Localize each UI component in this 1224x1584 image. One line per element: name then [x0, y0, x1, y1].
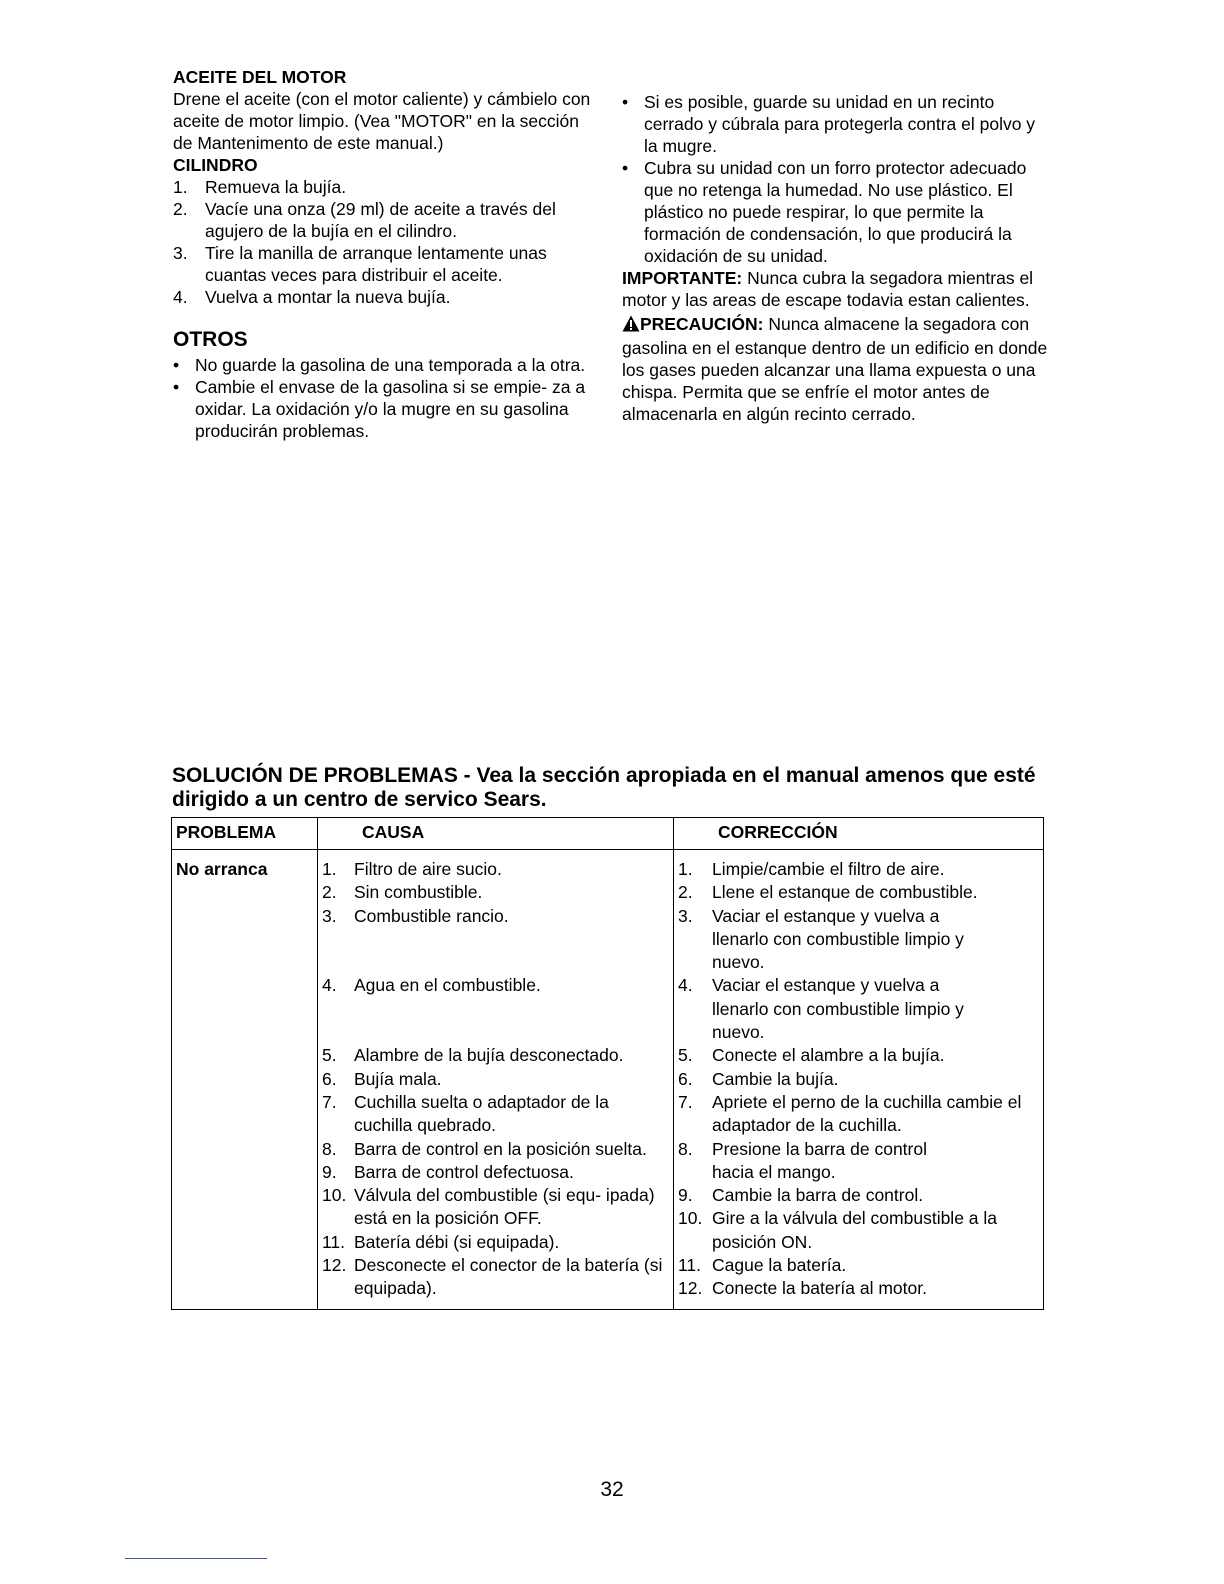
table-row — [172, 850, 1044, 1310]
problem-cell: No arranca — [172, 850, 318, 1310]
item-text: No guarde la gasolina de una temporada a la otra. — [195, 355, 586, 375]
item-number: 2. — [678, 882, 693, 903]
column-header-cause: CAUSA — [318, 818, 674, 850]
item-text: Apriete el perno de la cuchilla cambie el adaptador de la cuchilla. — [712, 1091, 1022, 1136]
item-number: 2. — [173, 199, 188, 219]
list-item — [678, 881, 1039, 904]
bullet-icon: • — [622, 158, 629, 178]
item-text: Alambre de la bujía desconectado. — [354, 1045, 624, 1066]
causes-cell — [318, 850, 674, 1310]
list-item — [322, 905, 669, 928]
list-item — [322, 1068, 669, 1091]
caution-text: Nunca almacene la segadora con gasolina en el estanque dentro de un edificio en donde los gases pueden alcanzar una llama expuesta o una chispa. Permita que se enfríe el motor antes de almacenarla en algún recinto cerrado. — [622, 314, 1048, 424]
item-number: 4. — [322, 975, 337, 996]
footer-divider — [125, 1558, 267, 1559]
item-number: 8. — [678, 1138, 693, 1159]
item-text: Vaciar el estanque y vuelva a llenarlo con combustible limpio y nuevo. — [712, 905, 964, 973]
item-text: Válvula del combustible (si equ- ipada) está en la posición OFF. — [354, 1185, 655, 1229]
corrections-list — [678, 858, 1039, 1301]
item-text: Si es posible, guarde su unidad en un recinto cerrado y cúbrala para protegerla contra el polvo y la mugre. — [644, 92, 1036, 156]
item-text: Llene el estanque de combustible. — [712, 882, 978, 903]
list-item — [173, 242, 603, 286]
item-text: Conecte la batería al motor. — [712, 1278, 927, 1299]
list-item — [322, 1184, 669, 1231]
caution-note — [622, 313, 1052, 425]
list-item — [173, 176, 603, 198]
item-number: 11. — [322, 1231, 346, 1252]
cylinder-title: CILINDRO — [173, 155, 258, 175]
item-text: Combustible rancio. — [354, 905, 509, 926]
item-text: Desconecte el conector de la batería (si equipada). — [354, 1255, 663, 1299]
item-text: Vacíe una onza (29 ml) de aceite a través del agujero de la bujía en el cilindro. — [205, 199, 556, 241]
list-item — [622, 157, 1052, 267]
list-item — [678, 974, 1039, 1044]
list-item — [322, 1254, 669, 1301]
list-item — [173, 198, 603, 242]
item-number: 1. — [173, 177, 188, 197]
caution-label: PRECAUCIÓN: — [640, 314, 764, 334]
item-number: 5. — [678, 1045, 693, 1066]
list-item — [322, 1044, 669, 1067]
causes-list — [322, 858, 669, 1301]
list-item — [678, 1207, 1039, 1254]
item-text: Conecte el alambre a la bujía. — [712, 1045, 945, 1066]
item-number: 6. — [678, 1068, 693, 1089]
left-column — [173, 66, 603, 442]
bullet-icon: • — [173, 377, 180, 397]
item-number: 12. — [678, 1278, 703, 1299]
list-item — [678, 1044, 1039, 1067]
list-item — [322, 1091, 669, 1138]
item-number: 5. — [322, 1045, 337, 1066]
item-text: Remueva la bujía. — [205, 177, 347, 197]
bullet-icon: • — [173, 355, 180, 375]
item-text: Filtro de aire sucio. — [354, 859, 502, 879]
list-item — [322, 858, 669, 881]
item-text: Vaciar el estanque y vuelva a llenarlo con combustible limpio y nuevo. — [712, 975, 964, 1043]
item-text: Cuchilla suelta o adaptador de la cuchilla quebrado. — [354, 1091, 609, 1136]
important-note — [622, 267, 1052, 311]
list-item — [173, 376, 603, 442]
item-number: 7. — [322, 1091, 337, 1112]
item-number: 4. — [173, 287, 188, 307]
item-number: 1. — [322, 859, 337, 879]
list-item — [678, 1068, 1039, 1091]
item-number: 4. — [678, 975, 693, 996]
list-item — [322, 881, 669, 904]
item-number: 10. — [322, 1185, 347, 1206]
troubleshooting-table — [171, 817, 1044, 1310]
item-number: 3. — [322, 905, 337, 926]
important-text: Nunca cubra la segadora mientras el motor y las areas de escape todavia estan calientes. — [622, 268, 1034, 310]
item-number: 6. — [322, 1068, 337, 1089]
warning-triangle-icon — [622, 315, 640, 337]
item-number: 1. — [678, 859, 693, 879]
column-header-correction: CORRECCIÓN — [674, 818, 1044, 850]
item-text: Bujía mala. — [354, 1068, 442, 1089]
item-text: Cubra su unidad con un forro protector adecuado que no retenga la humedad. No use plástico. El plástico no puede respirar, lo que permite la formación de condensación, lo que producirá la oxidación de su unidad. — [644, 158, 1027, 266]
item-number: 8. — [322, 1138, 337, 1159]
others-list — [173, 354, 603, 442]
list-item — [678, 1277, 1039, 1300]
table-header-row — [172, 818, 1044, 850]
storage-list — [622, 91, 1052, 267]
list-item — [678, 858, 1039, 881]
list-item — [322, 974, 669, 997]
page-number: 32 — [600, 1478, 624, 1501]
right-column — [622, 91, 1052, 425]
corrections-cell — [674, 850, 1044, 1310]
item-number: 9. — [678, 1185, 693, 1206]
item-number: 7. — [678, 1091, 693, 1112]
engine-oil-text: Drene el aceite (con el motor caliente) y cámbielo con aceite de motor limpio. (Vea "MOTOR" en la sección de Mantenimento de este manual.) — [173, 89, 591, 153]
item-number: 11. — [678, 1255, 702, 1276]
item-number: 12. — [322, 1255, 347, 1276]
item-text: Barra de control defectuosa. — [354, 1161, 574, 1182]
item-text: Cambie la bujía. — [712, 1068, 839, 1089]
item-text: Barra de control en la posición suelta. — [354, 1138, 647, 1159]
bullet-icon: • — [622, 92, 629, 112]
cylinder-steps — [173, 176, 603, 308]
item-number: 3. — [173, 243, 188, 263]
list-item — [322, 1231, 669, 1254]
list-item — [678, 1091, 1039, 1138]
list-item — [678, 905, 1039, 975]
engine-oil-title: ACEITE DEL MOTOR — [173, 67, 347, 87]
item-text: Presione la barra de control hacia el mango. — [712, 1138, 927, 1182]
list-item — [322, 1138, 669, 1161]
list-item — [173, 354, 603, 376]
item-text: Cague la batería. — [712, 1255, 847, 1276]
item-text: Agua en el combustible. — [354, 975, 541, 996]
list-item — [678, 1184, 1039, 1207]
item-number: 2. — [322, 882, 337, 903]
troubleshooting-heading: SOLUCIÓN DE PROBLEMAS - Vea la sección apropiada en el manual amenos que esté dirigido a un centro de servico Sears. — [172, 764, 1036, 811]
item-number: 10. — [678, 1208, 703, 1229]
item-text: Cambie la barra de control. — [712, 1185, 924, 1206]
list-item — [173, 286, 603, 308]
list-item — [678, 1254, 1039, 1277]
others-title: OTROS — [173, 328, 248, 351]
list-item — [322, 1161, 669, 1184]
item-number: 3. — [678, 905, 693, 926]
item-text: Limpie/cambie el filtro de aire. — [712, 859, 945, 879]
list-item — [622, 91, 1052, 157]
item-text: Gire a la válvula del combustible a la posición ON. — [712, 1208, 998, 1252]
important-label: IMPORTANTE: — [622, 268, 743, 288]
column-header-problem: PROBLEMA — [172, 818, 318, 850]
item-text: Sin combustible. — [354, 882, 483, 903]
item-number: 9. — [322, 1161, 337, 1182]
item-text: Tire la manilla de arranque lentamente unas cuantas veces para distribuir el aceite. — [205, 243, 547, 285]
item-text: Batería débi (si equipada). — [354, 1231, 560, 1252]
list-item — [678, 1138, 1039, 1185]
item-text: Vuelva a montar la nueva bujía. — [205, 287, 451, 307]
item-text: Cambie el envase de la gasolina si se empie- za a oxidar. La oxidación y/o la mugre en su gasolina producirán problemas. — [195, 377, 586, 441]
